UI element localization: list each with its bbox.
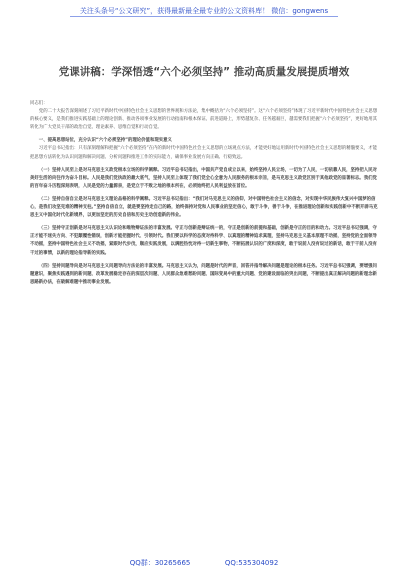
greeting: 同志们：: [30, 101, 48, 106]
promo-banner: 关注头条号“公文研究”，获得最新最全最专业的公文资料库！ 微信：gongwens: [79, 7, 329, 15]
section-heading: 一、提高思想站位，充分认识“六个必须坚持”的理论价值和现实意义: [38, 138, 172, 144]
body-paragraph: （一）坚持人民至上是对马克思主义政党根本立场的科学阐释。习近平总书记指出，中国共产党自成立以来，始终坚持人民立场，一切为了人民，一切依靠人民，坚持把人民对美好生活的向往作为奋斗目标。人民是我们党执政的最大底气，坚持人民至上体现了我们党全心全意为人民服务的根本宗旨，是马克思主义政党区别于其他政党的显著标志。我们党的百年奋斗历程深刻表明，人民是党的力量源泉，是党立于不败之地的根本所在，必须始终把人民利益放在首位。: [30, 167, 377, 189]
banner-divider: [70, 16, 338, 17]
body-paragraph: （三）坚持守正创新是对马克思主义认识论和唯物辩证法的丰富发展。守正与创新是辩证统一的，守正是创新的前提和基础，创新是守正的目的和动力。习近平总书记强调，守正才能不迷失方向、不犯颠覆性错误，创新才能把握时代、引领时代。我们要以科学的态度对待科学、以真理的精神追求真理，坚持马克思主义基本原理不动摇，坚持党的全面领导不动摇，坚持中国特色社会主义不动摇，紧跟时代步伐，顺应实践发展，以满腔热忱对待一切新生事物，不断拓展认识的广度和深度，敢于说前人没有说过的新话，敢于干前人没有干过的事情，以新的理论指导新的实践。: [30, 226, 377, 256]
body-paragraph: 党的二十大报告深刻阐述了习近平新时代中国特色社会主义思想的世界观和方法论，集中概括为“六个必须坚持”。这“六个必须坚持”体现了习近平新时代中国特色社会主义思想的核心要义，是我们推进实践基础上的理论创新、推动各项事业发展的行动指南和根本保证。前进道路上，形势越复杂、任务越艰巨，越需要我们把握“六个必须坚持”，更好地用其转化为广大党员干部的政治自觉、理论素养、思维自觉和行动自觉。: [30, 109, 378, 131]
body-paragraph: （四）坚持问题导向是对马克思主义问题导向方法论的丰富发展。马克思主义认为，问题是时代的声音，回答并指导解决问题是理论的根本任务。习近平总书记强调，要增强问题意识，聚焦实践遇到的新问题、改革发展稳定存在的深层次问题、人民群众急难愁盼问题、国际变局中的重大问题、党的建设面临的突出问题，不断提出真正解决问题的新理念新思路新办法，在破解难题中推动事业发展。: [30, 263, 377, 285]
footer-contact: [0, 558, 408, 568]
qq-group-text: QQ群：30265665: [129, 559, 191, 567]
document-body: [30, 100, 378, 550]
document-title: 党课讲稿：学深悟透“六个必须坚持” 推动高质量发展提质增效: [58, 66, 350, 78]
body-paragraph: 习近平总书记指出：只有深刻理解和把握“六个必须坚持”在内的新时代中国特色社会主义思想的立场观点方法，才能更好地运用新时代中国特色社会主义思想的精髓要义，才能把思想方法转化为认识问题和解决问题、分析问题和推进工作的实际能力，确保事业发展方向正确、行稳致远。: [30, 146, 378, 160]
body-paragraph: （二）坚持自信自立是对马克思主义理论品格的科学阐释。习近平总书记指出：“我们对马克思主义的信仰，对中国特色社会主义的信念，对实现中华民族伟大复兴中国梦的信心，是我们攻坚克难的精神支柱。”坚持自信自立，就是要坚持走自己的路，始终保持对党和人民事业的坚定信心，敢于斗争，善于斗争，在推进理论创新和实践创新中不断开辟马克思主义中国化时代化新境界，以更加坚定的历史自信和历史主动创造新的伟业。: [30, 196, 378, 219]
qq-text: QQ:535304092: [224, 559, 279, 567]
